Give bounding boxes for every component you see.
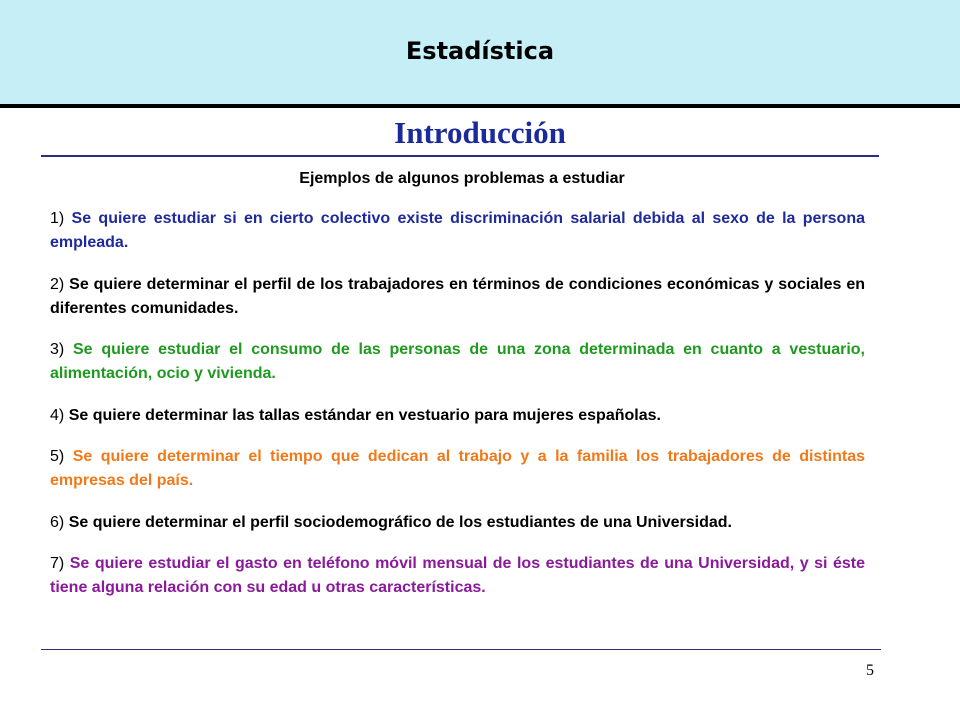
list-item	[50, 273, 865, 321]
top-divider	[41, 155, 879, 157]
header-band	[0, 0, 960, 108]
section-title: Introducción	[394, 115, 566, 150]
list-item	[50, 404, 865, 428]
item-text: Se quiere determinar el perfil de los trabajadores en términos de condiciones económicas y sociales en diferentes comunidades.	[50, 275, 865, 317]
item-text: Se quiere determinar las tallas estándar en vestuario para mujeres españolas.	[68, 406, 661, 424]
list-item	[50, 511, 865, 535]
item-number: 6)	[50, 513, 65, 531]
item-text: Se quiere estudiar si en cierto colectivo existe discriminación salarial debida al sexo de la persona empleada.	[50, 210, 865, 251]
item-number: 3)	[50, 341, 65, 358]
item-number: 5)	[50, 448, 65, 465]
header-title: Estadística	[405, 37, 555, 65]
item-text: Se quiere estudiar el gasto en teléfono móvil mensual de los estudiantes de una Universidad, y si éste tiene alguna relación con su edad u otras características.	[50, 555, 865, 596]
subtitle: Ejemplos de algunos problemas a estudiar	[299, 170, 625, 187]
bottom-divider	[41, 649, 881, 650]
page-number: 5	[866, 662, 874, 679]
examples-list	[50, 207, 865, 618]
item-number: 7)	[50, 555, 65, 572]
list-item	[50, 207, 865, 255]
item-number: 1)	[50, 210, 65, 227]
list-item	[50, 552, 865, 600]
item-text: Se quiere determinar el perfil sociodemográfico de los estudiantes de una Universidad.	[68, 513, 732, 531]
list-item	[50, 338, 865, 386]
item-number: 4)	[50, 406, 65, 424]
item-text: Se quiere estudiar el consumo de las personas de una zona determinada en cuanto a vestuario, alimentación, ocio y vivienda.	[50, 341, 866, 382]
item-number: 2)	[50, 275, 65, 293]
list-item	[50, 445, 865, 493]
item-text: Se quiere determinar el tiempo que dedican al trabajo y a la familia los trabajadores de distintas empresas del país.	[50, 448, 865, 489]
